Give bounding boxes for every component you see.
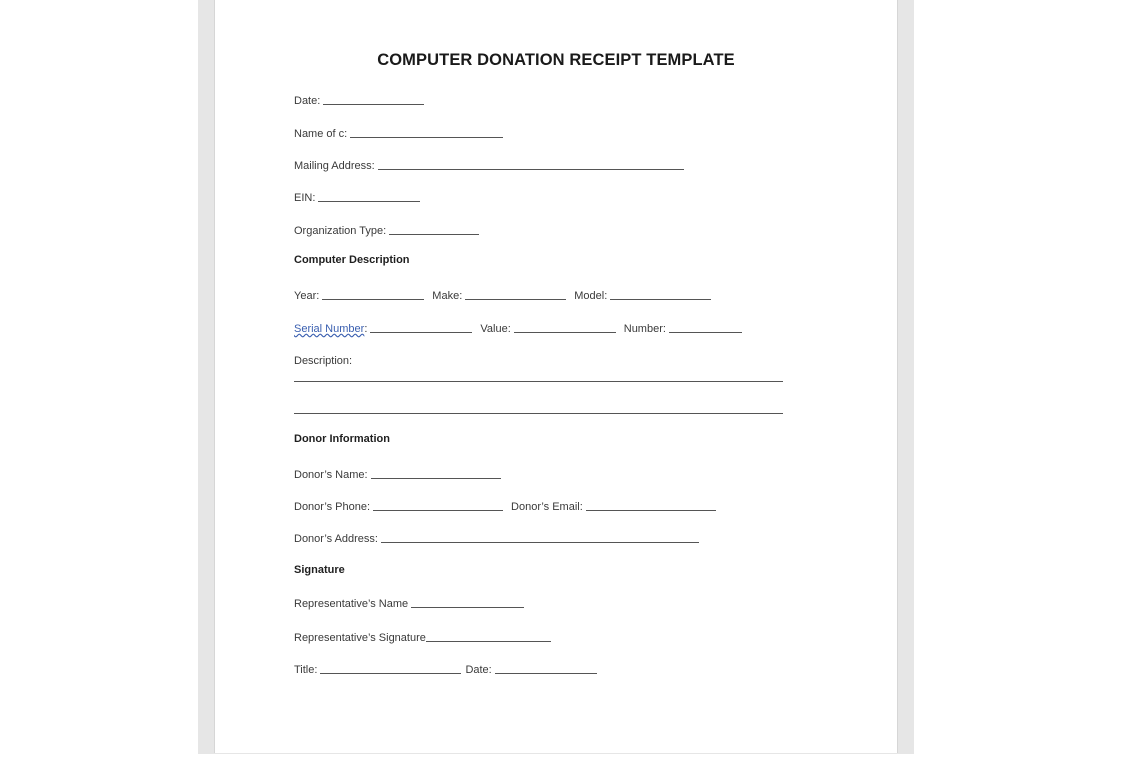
date-field xyxy=(294,91,424,107)
donor-address-label: Donor’s Address: xyxy=(294,533,378,545)
signature-date-input-line[interactable] xyxy=(495,673,597,674)
date-label: Date: xyxy=(294,95,321,107)
donor-email-label: Donor’s Email: xyxy=(511,501,583,513)
document-page xyxy=(214,0,898,753)
description-label: Description: xyxy=(294,355,353,367)
computer-specs-row xyxy=(294,286,711,302)
name-label: Name of c: xyxy=(294,128,348,140)
donor-address-field xyxy=(294,529,699,545)
donor-phone-input-line[interactable] xyxy=(373,510,503,511)
document-title: COMPUTER DONATION RECEIPT TEMPLATE xyxy=(377,51,735,69)
title-label: Title: xyxy=(294,664,318,676)
make-input-line[interactable] xyxy=(465,299,566,300)
model-label: Model: xyxy=(574,290,608,302)
donor-name-field xyxy=(294,465,501,481)
make-label: Make: xyxy=(432,290,463,302)
computer-description-heading: Computer Description xyxy=(294,254,410,266)
model-input-line[interactable] xyxy=(610,299,711,300)
mailing-address-label: Mailing Address: xyxy=(294,160,375,172)
donor-information-heading: Donor Information xyxy=(294,433,390,445)
ein-label: EIN: xyxy=(294,192,316,204)
organization-type-field xyxy=(294,221,479,237)
date-input-line[interactable] xyxy=(323,104,424,105)
donor-contact-row xyxy=(294,497,716,513)
donor-name-label: Donor’s Name: xyxy=(294,469,368,481)
organization-type-label: Organization Type: xyxy=(294,225,387,237)
donor-address-input-line[interactable] xyxy=(381,542,699,543)
description-field xyxy=(294,351,352,367)
year-label: Year: xyxy=(294,290,320,302)
title-input-line[interactable] xyxy=(320,673,461,674)
number-input-line[interactable] xyxy=(669,332,742,333)
year-input-line[interactable] xyxy=(322,299,424,300)
name-input-line[interactable] xyxy=(350,137,503,138)
ein-input-line[interactable] xyxy=(318,201,420,202)
mailing-address-field xyxy=(294,156,684,172)
serial-number-label: Serial Number xyxy=(294,323,365,335)
title-date-row xyxy=(294,660,597,676)
representative-name-label: Representative’s Name xyxy=(294,598,409,610)
organization-type-input-line[interactable] xyxy=(389,234,479,235)
description-input-line-1[interactable] xyxy=(294,381,783,382)
signature-heading: Signature xyxy=(294,564,345,576)
description-input-line-2[interactable] xyxy=(294,413,783,414)
donor-name-input-line[interactable] xyxy=(371,478,501,479)
value-input-line[interactable] xyxy=(514,332,616,333)
representative-name-input-line[interactable] xyxy=(411,607,524,608)
name-field xyxy=(294,124,503,140)
value-label: Value: xyxy=(480,323,511,335)
representative-signature-input-line[interactable] xyxy=(426,641,551,642)
mailing-address-input-line[interactable] xyxy=(378,169,684,170)
representative-signature-label: Representative’s Signature xyxy=(294,632,426,644)
representative-signature-field xyxy=(294,628,551,644)
computer-ids-row xyxy=(294,319,742,335)
serial-number-colon: : xyxy=(364,323,368,335)
donor-email-input-line[interactable] xyxy=(586,510,716,511)
signature-date-label: Date: xyxy=(465,664,492,676)
number-label: Number: xyxy=(623,323,666,335)
ein-field xyxy=(294,188,420,204)
serial-number-input-line[interactable] xyxy=(370,332,472,333)
donor-phone-label: Donor’s Phone: xyxy=(294,501,371,513)
representative-name-field xyxy=(294,594,524,610)
